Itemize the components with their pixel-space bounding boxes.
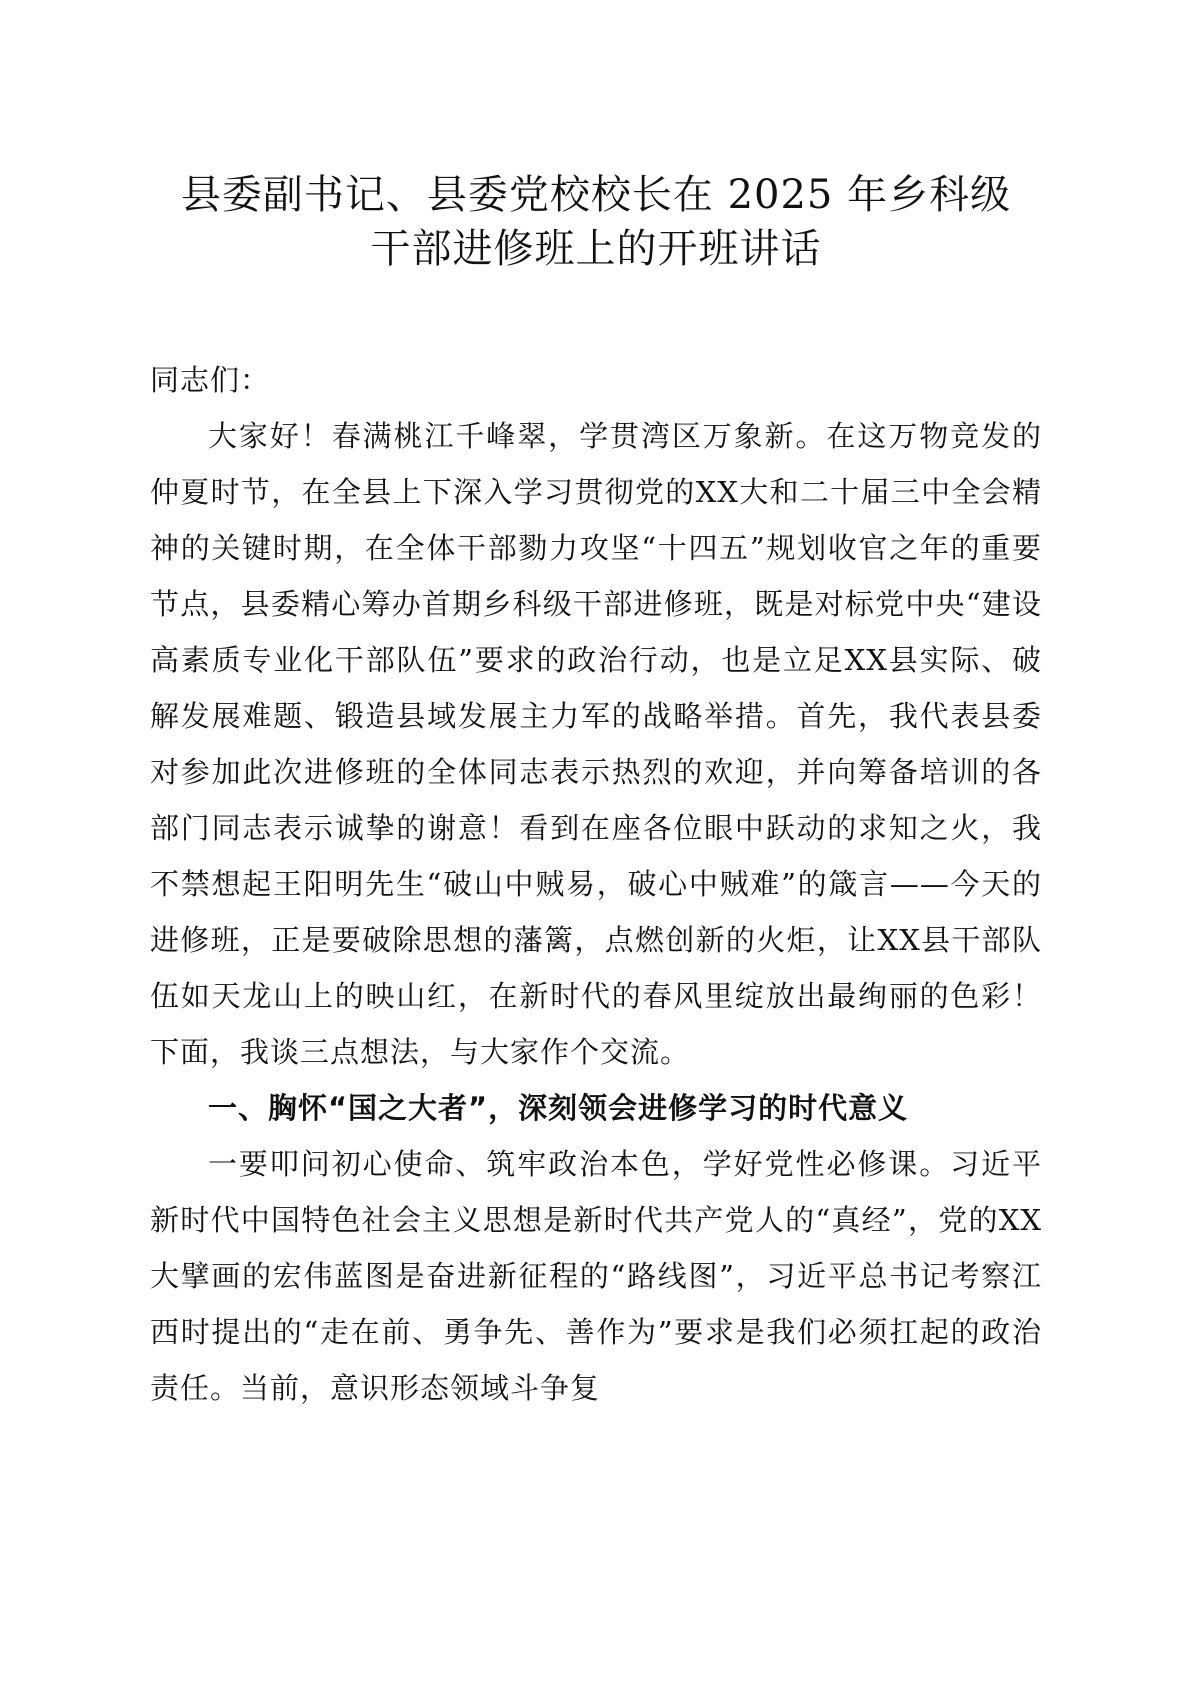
section-1-paragraph-1: 一要叩问初心使命、筑牢政治本色，学好党性必修课。习近平新时代中国特色社会主义思想是新时代共产党人的“真经”，党的XX大擘画的宏伟蓝图是奋进新征程的“路线图”，习近平总书记考察江西时提出的“走在前、勇争先、善作为”要求是我们必须扛起的政治责任。当前，意识形态领域斗争复 [150,1147,1042,1405]
document-title-line-1: 县委副书记、县委党校校长在 2025 年乡科级 [180,172,1012,218]
document-title [150,168,1042,276]
salutation: 同志们： [150,363,271,397]
document-title-line-2: 干部进修班上的开班讲话 [370,226,822,272]
section-heading-1: 一、胸怀“国之大者”，深刻领会进修学习的时代意义 [208,1091,909,1125]
opening-paragraph: 大家好！春满桃江千峰翠，学贯湾区万象新。在这万物竞发的仲夏时节，在全县上下深入学习贯彻党的XX大和二十届三中全会精神的关键时期，在全体干部勠力攻坚“十四五”规划收官之年的重要节点，县委精心筹办首期乡科级干部进修班，既是对标党中央“建设高素质专业化干部队伍”要求的政治行动，也是立足XX县实际、破解发展难题、锻造县域发展主力军的战略举措。首先，我代表县委对参加此次进修班的全体同志表示热烈的欢迎，并向筹备培训的各部门同志表示诚挚的谢意！看到在座各位眼中跃动的求知之火，我不禁想起王阳明先生“破山中贼易，破心中贼难”的箴言——今天的进修班，正是要破除思想的藩篱，点燃创新的火炬，让XX县干部队伍如天龙山上的映山红，在新时代的春风里绽放出最绚丽的色彩！下面，我谈三点想法，与大家作个交流。 [150,419,1042,1069]
document-body [150,352,1042,1416]
